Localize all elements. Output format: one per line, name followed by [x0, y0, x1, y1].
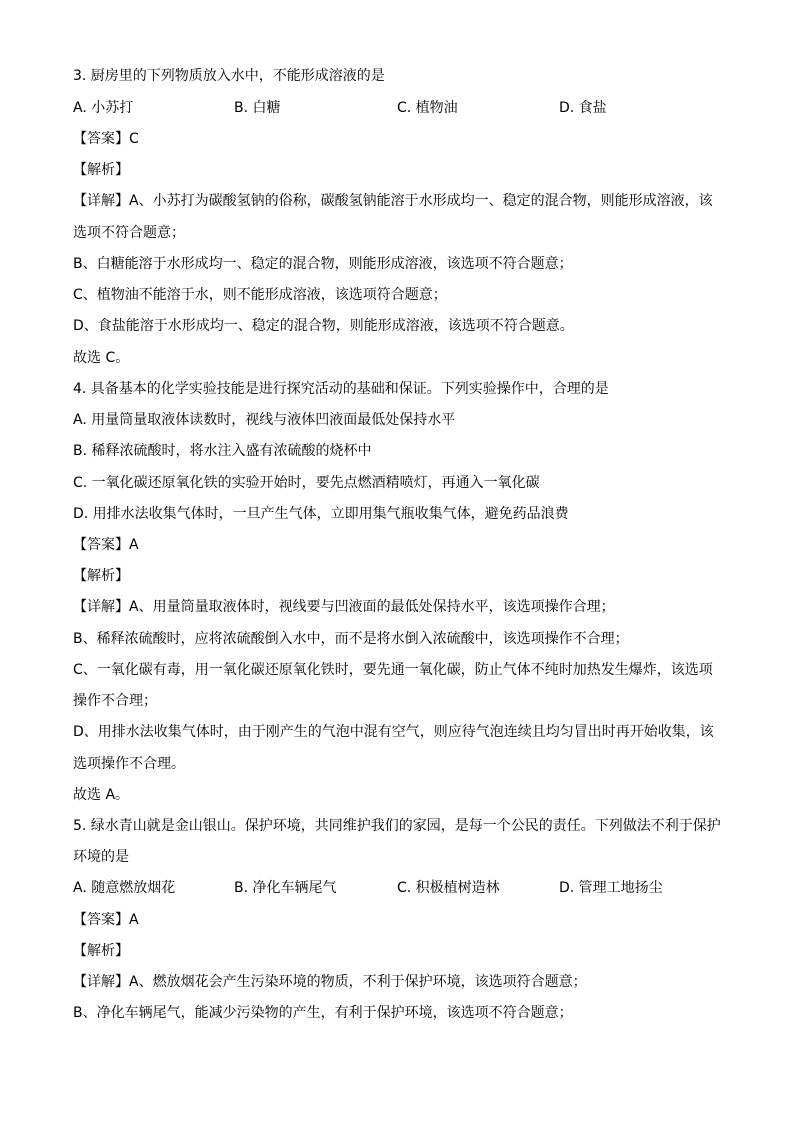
q3-option-a: A. 小苏打: [73, 100, 134, 116]
q4-detail-line: D、用排水法收集气体时，由于刚产生的气泡中混有空气，则应待气泡连续且均匀冒出时再开始收集，该: [73, 724, 714, 740]
q3-option-c: C. 植物油: [397, 100, 458, 116]
q4-detail-line: 操作不合理；: [73, 693, 157, 709]
q4-detail-line: C、一氧化碳有毒，用一氧化碳还原氧化铁时，要先通一氧化碳，防止气体不纯时加热发生爆炸，该选项: [73, 662, 713, 678]
q4-conclusion: 故选 A。: [73, 787, 130, 803]
q3-stem: 3. 厨房里的下列物质放入水中，不能形成溶液的是: [73, 68, 385, 84]
q3-option-d: D. 食盐: [559, 100, 607, 116]
q4-option-b: B. 稀释浓硫酸时，将水注入盛有浓硫酸的烧杯中: [73, 443, 372, 459]
q4-option-d: D. 用排水法收集气体时，一旦产生气体，立即用集气瓶收集气体，避免药品浪费: [73, 506, 569, 522]
q3-detail-line: 选项不符合题意；: [73, 225, 185, 241]
q5-option-b: B. 净化车辆尾气: [234, 880, 337, 896]
q5-analysis-heading: 【解析】: [73, 943, 129, 959]
q3-detail-line: D、食盐能溶于水形成均一、稳定的混合物，则能形成溶液，该选项不符合题意。: [73, 318, 574, 334]
q5-option-d: D. 管理工地扬尘: [559, 880, 663, 896]
q3-option-b: B. 白糖: [234, 100, 281, 116]
q4-detail-line: 选项操作不合理。: [73, 756, 185, 772]
q5-option-a: A. 随意燃放烟花: [73, 880, 176, 896]
q4-detail-line: 【详解】A、用量筒量取液体时，视线要与凹液面的最低处保持水平，该选项操作合理；: [73, 599, 615, 615]
q3-detail-line: C、植物油不能溶于水，则不能形成溶液，该选项符合题意；: [73, 287, 447, 303]
q4-answer: 【答案】A: [73, 537, 139, 553]
q4-stem: 4. 具备基本的化学实验技能是进行探究活动的基础和保证。下列实验操作中，合理的是: [73, 381, 609, 397]
q3-analysis-heading: 【解析】: [73, 162, 129, 178]
q5-option-c: C. 积极植树造林: [397, 880, 500, 896]
q3-conclusion: 故选 C。: [73, 350, 130, 366]
q5-answer: 【答案】A: [73, 912, 139, 928]
q4-option-a: A. 用量筒量取液体读数时，视线与液体凹液面最低处保持水平: [73, 412, 456, 428]
q3-answer: 【答案】C: [73, 131, 139, 147]
q3-detail-line: 【详解】A、小苏打为碳酸氢钠的俗称，碳酸氢钠能溶于水形成均一、稳定的混合物，则能形成溶液，该: [73, 193, 713, 209]
q4-analysis-heading: 【解析】: [73, 568, 129, 584]
q4-detail-line: B、稀释浓硫酸时，应将浓硫酸倒入水中，而不是将水倒入浓硫酸中，该选项操作不合理；: [73, 631, 629, 647]
q5-detail-line: B、净化车辆尾气，能减少污染物的产生，有利于保护环境，该选项不符合题意；: [73, 1005, 573, 1021]
q5-stem-continued: 环境的是: [73, 849, 129, 865]
q3-detail-line: B、白糖能溶于水形成均一、稳定的混合物，则能形成溶液，该选项不符合题意；: [73, 256, 573, 272]
q4-option-c: C. 一氧化碳还原氧化铁的实验开始时，要先点燃酒精喷灯，再通入一氧化碳: [73, 475, 540, 491]
q5-stem: 5. 绿水青山就是金山银山。保护环境，共同维护我们的家园，是每一个公民的责任。下列做法不利于保护: [73, 818, 721, 834]
q5-detail-line: 【详解】A、燃放烟花会产生污染环境的物质，不利于保护环境，该选项符合题意；: [73, 974, 587, 990]
